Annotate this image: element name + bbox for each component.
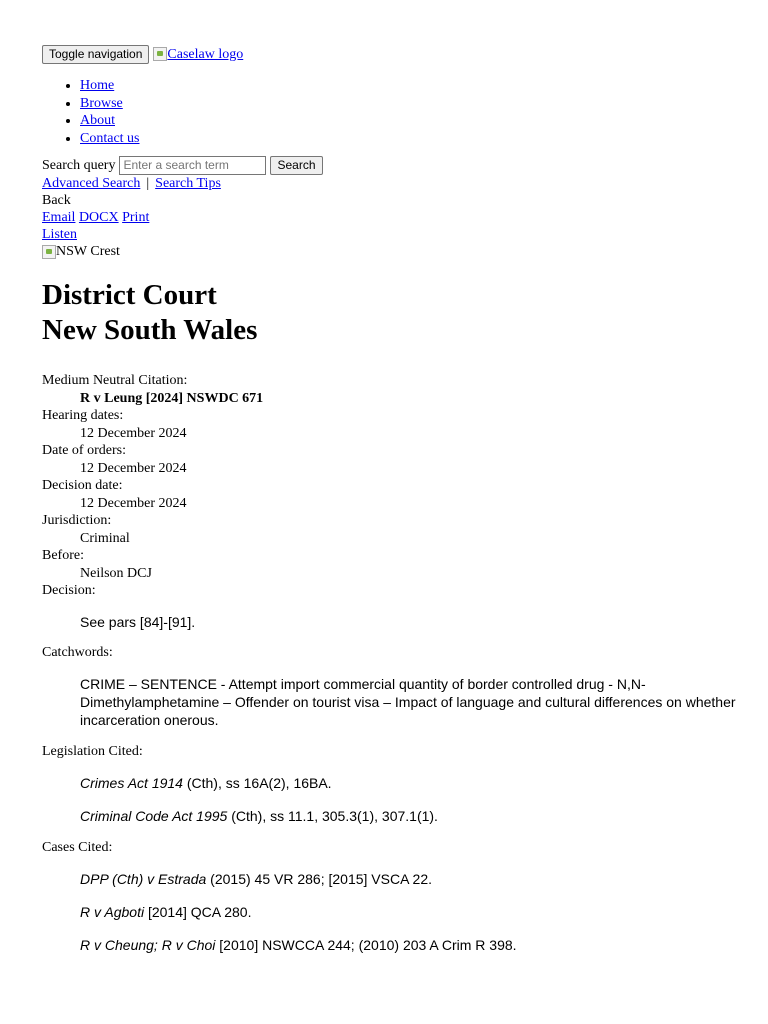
search-button[interactable]: Search bbox=[270, 156, 322, 175]
caselaw-logo-link[interactable] bbox=[153, 46, 243, 63]
advanced-search-link[interactable]: Advanced Search bbox=[42, 176, 141, 191]
case-rest: [2010] NSWCCA 244; (2010) 203 A Crim R 398. bbox=[215, 936, 517, 953]
back-text: Back bbox=[42, 193, 71, 208]
nav-item-browse bbox=[80, 95, 768, 113]
nav-link-contact[interactable]: Contact us bbox=[80, 130, 140, 146]
topbar bbox=[42, 0, 768, 65]
broken-image-icon bbox=[153, 47, 167, 61]
hearing-dates-value: 12 December 2024 bbox=[80, 425, 187, 441]
main-nav bbox=[42, 77, 768, 147]
judgment-metadata bbox=[42, 372, 768, 954]
court-heading-line1: District Court bbox=[42, 279, 217, 311]
search-links-separator: | bbox=[146, 176, 150, 191]
legislation-rest: (Cth), ss 16A(2), 16BA. bbox=[182, 774, 332, 791]
nsw-crest-alt: NSW Crest bbox=[56, 244, 120, 259]
nav-link-about[interactable]: About bbox=[80, 113, 115, 128]
decision-label: Decision: bbox=[42, 583, 96, 598]
caselaw-logo-alt: Caselaw logo bbox=[167, 46, 244, 62]
decision-date-label: Decision date: bbox=[42, 478, 123, 493]
case-title: DPP (Cth) v Estrada bbox=[80, 870, 207, 887]
search-label: Search query bbox=[42, 157, 116, 173]
toggle-navigation-button[interactable]: Toggle navigation bbox=[42, 45, 149, 64]
date-of-orders-label: Date of orders: bbox=[42, 443, 126, 458]
before-label: Before: bbox=[42, 548, 84, 563]
search-tips-link[interactable]: Search Tips bbox=[155, 176, 221, 191]
case-title: R v Cheung; R v Choi bbox=[80, 936, 216, 953]
catchwords-value: CRIME – SENTENCE - Attempt import commercial quantity of border controlled drug - N,N-Dimethylamphetamine – Offender on tourist visa – Impact of language and cultural differences on whether incarceration onerous. bbox=[80, 675, 736, 728]
email-link[interactable]: Email bbox=[42, 210, 76, 225]
hearing-dates-label: Hearing dates: bbox=[42, 408, 124, 423]
docx-link[interactable]: DOCX bbox=[78, 210, 119, 225]
citation-value: R v Leung [2024] NSWDC 671 bbox=[80, 390, 264, 406]
nav-item-about bbox=[80, 112, 768, 130]
decision-date-value: 12 December 2024 bbox=[80, 495, 187, 511]
document-actions bbox=[42, 209, 768, 226]
decision-block bbox=[42, 613, 768, 631]
citation-label: Medium Neutral Citation: bbox=[42, 373, 188, 388]
jurisdiction-label: Jurisdiction: bbox=[42, 513, 112, 528]
listen-link[interactable]: Listen bbox=[42, 227, 77, 242]
nav-link-home[interactable]: Home bbox=[80, 78, 115, 93]
legislation-cited-label: Legislation Cited: bbox=[42, 743, 143, 759]
legislation-rest: (Cth), ss 11.1, 305.3(1), 307.1(1). bbox=[227, 807, 438, 824]
catchwords-block bbox=[42, 675, 768, 729]
listen-row bbox=[42, 226, 768, 243]
case-item bbox=[80, 870, 748, 888]
nsw-crest bbox=[42, 243, 768, 260]
legislation-item bbox=[80, 774, 748, 792]
case-item bbox=[80, 936, 748, 954]
case-rest: [2014] QCA 280. bbox=[144, 903, 252, 920]
before-value: Neilson DCJ bbox=[80, 565, 152, 581]
search-input[interactable] bbox=[119, 156, 266, 175]
legislation-item bbox=[80, 807, 748, 825]
jurisdiction-value: Criminal bbox=[80, 530, 130, 546]
case-rest: (2015) 45 VR 286; [2015] VSCA 22. bbox=[206, 870, 432, 887]
search-links bbox=[42, 175, 768, 192]
nav-item-contact bbox=[80, 130, 768, 148]
cases-cited-label: Cases Cited: bbox=[42, 839, 113, 855]
court-heading-line2: New South Wales bbox=[42, 314, 258, 346]
legislation-block bbox=[42, 774, 768, 825]
catchwords-label: Catchwords: bbox=[42, 644, 113, 660]
legislation-title: Criminal Code Act 1995 bbox=[80, 807, 228, 824]
case-item bbox=[80, 903, 748, 921]
nav-item-home bbox=[80, 77, 768, 95]
search-form bbox=[42, 155, 768, 175]
decision-value: See pars [84]-[91]. bbox=[80, 613, 196, 630]
cases-block bbox=[42, 870, 768, 954]
broken-image-icon bbox=[42, 245, 56, 259]
case-title: R v Agboti bbox=[80, 903, 145, 920]
legislation-title: Crimes Act 1914 bbox=[80, 774, 183, 791]
print-link[interactable]: Print bbox=[122, 210, 150, 225]
date-of-orders-value: 12 December 2024 bbox=[80, 460, 187, 476]
court-heading bbox=[42, 278, 768, 348]
nav-link-browse[interactable]: Browse bbox=[80, 95, 123, 111]
